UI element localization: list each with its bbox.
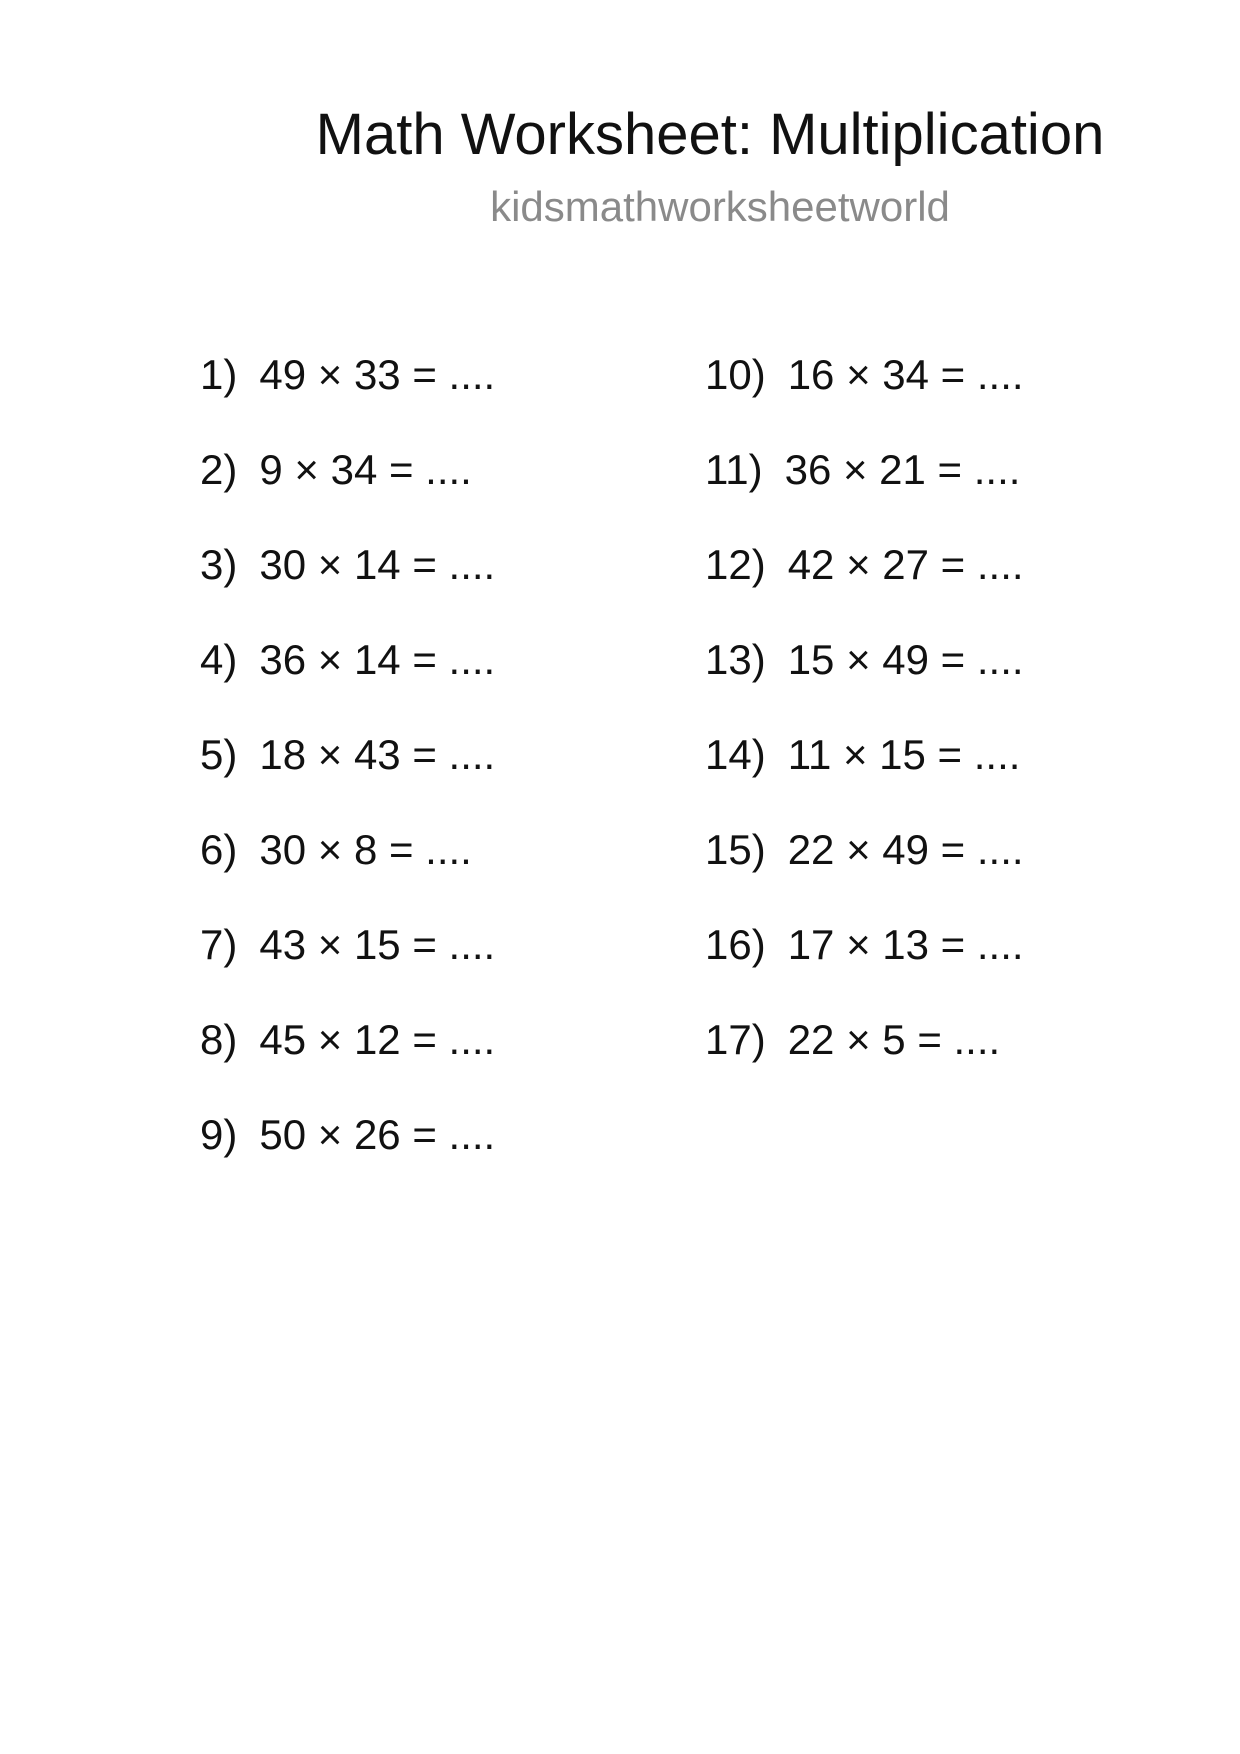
problem-number: 7) (200, 921, 238, 968)
problem-item (200, 445, 472, 495)
problem-item (200, 540, 495, 590)
page-subtitle: kidsmathworksheetworld (490, 183, 950, 230)
problem-expression: 36 × 21 = .... (784, 446, 1021, 493)
problem-expression: 9 × 34 = .... (259, 446, 472, 493)
problem-number: 6) (200, 826, 238, 873)
problem-expression: 45 × 12 = .... (259, 1016, 496, 1063)
problem-expression: 18 × 43 = .... (259, 731, 496, 778)
problem-item (705, 445, 1020, 495)
problem-item (200, 635, 495, 685)
problem-expression: 15 × 49 = .... (787, 636, 1024, 683)
problem-expression: 42 × 27 = .... (787, 541, 1024, 588)
problem-item (705, 635, 1024, 685)
problem-expression: 30 × 8 = .... (259, 826, 472, 873)
problem-number: 8) (200, 1016, 238, 1063)
problem-number: 13) (705, 636, 766, 683)
problem-expression: 43 × 15 = .... (259, 921, 496, 968)
problem-number: 4) (200, 636, 238, 683)
problem-expression: 50 × 26 = .... (259, 1111, 496, 1158)
problem-item (705, 825, 1024, 875)
problem-number: 3) (200, 541, 238, 588)
problem-item (200, 1110, 495, 1160)
problem-expression: 17 × 13 = .... (787, 921, 1024, 968)
problem-item (200, 825, 472, 875)
problem-item (705, 920, 1024, 970)
problem-item (200, 730, 495, 780)
problem-item (200, 920, 495, 970)
problem-item (705, 540, 1024, 590)
problem-expression: 22 × 5 = .... (787, 1016, 1001, 1063)
problem-item (200, 1015, 495, 1065)
problem-number: 1) (200, 351, 238, 398)
problem-item (705, 730, 1020, 780)
problem-expression: 16 × 34 = .... (787, 351, 1024, 398)
problem-number: 16) (705, 921, 766, 968)
problem-number: 5) (200, 731, 238, 778)
problem-item (200, 350, 495, 400)
problem-number: 14) (705, 731, 766, 778)
problem-expression: 11 × 15 = .... (787, 731, 1021, 778)
problem-number: 11) (705, 446, 763, 493)
problem-expression: 30 × 14 = .... (259, 541, 496, 588)
problem-number: 12) (705, 541, 766, 588)
problem-number: 10) (705, 351, 766, 398)
problem-expression: 22 × 49 = .... (787, 826, 1024, 873)
problem-number: 15) (705, 826, 766, 873)
problem-number: 9) (200, 1111, 238, 1158)
problem-number: 2) (200, 446, 238, 493)
page-title: Math Worksheet: Multiplication (315, 102, 1105, 167)
problem-expression: 36 × 14 = .... (259, 636, 496, 683)
problem-item (705, 1015, 1000, 1065)
problem-number: 17) (705, 1016, 766, 1063)
problem-item (705, 350, 1024, 400)
problem-expression: 49 × 33 = .... (259, 351, 496, 398)
